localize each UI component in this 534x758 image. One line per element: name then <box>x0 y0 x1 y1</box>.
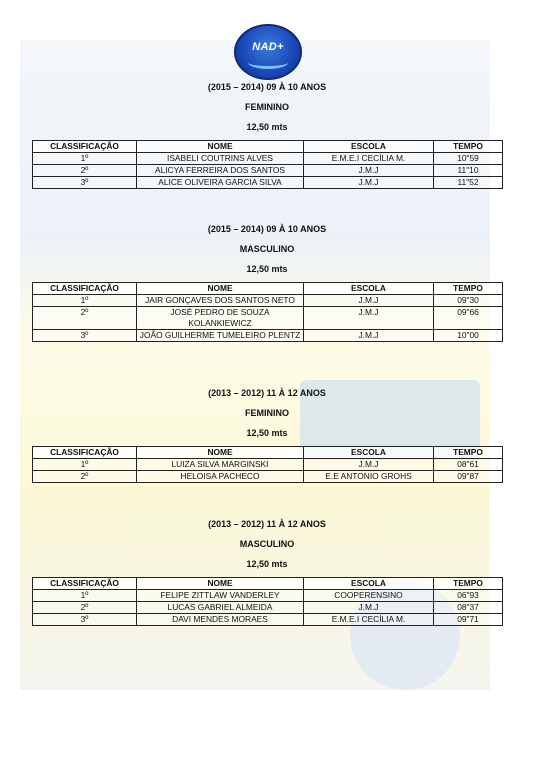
table-row <box>33 602 503 614</box>
cell-school: J.M.J <box>304 330 434 342</box>
cell-place: 1º <box>33 459 137 471</box>
cell-time: 09"87 <box>434 471 503 483</box>
table-row <box>33 330 503 342</box>
table-row <box>33 459 503 471</box>
gender-heading: FEMININO <box>245 408 289 418</box>
column-header-classification: CLASSIFICAÇÃO <box>33 283 137 295</box>
cell-time: 11"10 <box>434 165 503 177</box>
cell-name: JAIR GONÇAVES DOS SANTOS NETO <box>137 295 304 307</box>
cell-place: 1º <box>33 153 137 165</box>
cell-place: 1º <box>33 590 137 602</box>
column-header-name: NOME <box>137 447 304 459</box>
cell-name: ISABELI COUTRINS ALVES <box>137 153 304 165</box>
category-heading: (2013 – 2012) 11 À 12 ANOS <box>208 519 326 529</box>
cell-place: 1º <box>33 295 137 307</box>
results-table <box>32 282 503 342</box>
cell-place: 3º <box>33 614 137 626</box>
distance-heading: 12,50 mts <box>246 559 288 569</box>
gender-heading: FEMININO <box>245 102 289 112</box>
cell-time: 10"00 <box>434 330 503 342</box>
cell-place: 2º <box>33 602 137 614</box>
cell-name: LUCAS GABRIEL ALMEIDA <box>137 602 304 614</box>
column-header-time: TEMPO <box>434 578 503 590</box>
table-header-row <box>33 447 503 459</box>
category-heading: (2015 – 2014) 09 À 10 ANOS <box>207 224 327 234</box>
cell-school: J.M.J <box>304 177 434 189</box>
category-heading: (2013 – 2012) 11 À 12 ANOS <box>208 388 326 398</box>
cell-name: LUIZA SILVA MARGINSKI <box>137 459 304 471</box>
cell-school: J.M.J <box>304 307 434 330</box>
cell-school: J.M.J <box>304 295 434 307</box>
results-section <box>32 519 502 626</box>
results-section <box>32 224 502 342</box>
table-header-row <box>33 141 503 153</box>
category-heading: (2015 – 2014) 09 À 10 ANOS <box>207 82 327 92</box>
logo-text: NAD+ <box>252 41 284 53</box>
results-section <box>32 82 502 189</box>
cell-name: ALICYA FERREIRA DOS SANTOS <box>137 165 304 177</box>
cell-name: DAVI MENDES MORAES <box>137 614 304 626</box>
distance-heading: 12,50 mts <box>246 428 288 438</box>
column-header-name: NOME <box>137 283 304 295</box>
column-header-classification: CLASSIFICAÇÃO <box>33 447 137 459</box>
cell-time: 09"66 <box>434 307 503 330</box>
column-header-name: NOME <box>137 578 304 590</box>
cell-school: J.M.J <box>304 602 434 614</box>
wave-icon <box>248 56 288 69</box>
table-header-row <box>33 283 503 295</box>
cell-place: 3º <box>33 330 137 342</box>
cell-time: 11"52 <box>434 177 503 189</box>
nad-logo <box>234 24 302 80</box>
gender-heading: MASCULINO <box>239 539 295 549</box>
table-row <box>33 471 503 483</box>
column-header-school: ESCOLA <box>304 141 434 153</box>
column-header-name: NOME <box>137 141 304 153</box>
cell-time: 08"37 <box>434 602 503 614</box>
cell-school: J.M.J <box>304 459 434 471</box>
cell-place: 2º <box>33 471 137 483</box>
table-row <box>33 590 503 602</box>
distance-heading: 12,50 mts <box>246 264 288 274</box>
cell-name: ALICE OLIVEIRA GARCIA SILVA <box>137 177 304 189</box>
cell-place: 2º <box>33 307 137 330</box>
column-header-school: ESCOLA <box>304 283 434 295</box>
column-header-classification: CLASSIFICAÇÃO <box>33 578 137 590</box>
cell-school: J.M.J <box>304 165 434 177</box>
column-header-classification: CLASSIFICAÇÃO <box>33 141 137 153</box>
cell-school: E.E ANTONIO GROHS <box>304 471 434 483</box>
table-row <box>33 307 503 330</box>
cell-time: 09"71 <box>434 614 503 626</box>
table-row <box>33 177 503 189</box>
column-header-school: ESCOLA <box>304 578 434 590</box>
column-header-time: TEMPO <box>434 141 503 153</box>
cell-name: JOSÉ PEDRO DE SOUZA KOLANKIEWICZ <box>137 307 304 330</box>
cell-place: 2º <box>33 165 137 177</box>
cell-school: E.M.E.I CECÍLIA M. <box>304 153 434 165</box>
table-row <box>33 153 503 165</box>
cell-school: E.M.E.I CECÍLIA M. <box>304 614 434 626</box>
table-row <box>33 614 503 626</box>
cell-school: COOPERENSINO <box>304 590 434 602</box>
table-row <box>33 295 503 307</box>
cell-time: 08"61 <box>434 459 503 471</box>
cell-time: 06"93 <box>434 590 503 602</box>
cell-name: HELOISA PACHECO <box>137 471 304 483</box>
distance-heading: 12,50 mts <box>246 122 288 132</box>
cell-time: 10"59 <box>434 153 503 165</box>
column-header-school: ESCOLA <box>304 447 434 459</box>
results-table <box>32 446 503 483</box>
results-table <box>32 140 503 189</box>
column-header-time: TEMPO <box>434 447 503 459</box>
results-table <box>32 577 503 626</box>
results-section <box>32 388 502 483</box>
cell-time: 09"30 <box>434 295 503 307</box>
gender-heading: MASCULINO <box>239 244 295 254</box>
cell-name: JOÃO GUILHERME TUMELEIRO PLENTZ <box>137 330 304 342</box>
column-header-time: TEMPO <box>434 283 503 295</box>
cell-place: 3º <box>33 177 137 189</box>
cell-name: FELIPE ZITTLAW VANDERLEY <box>137 590 304 602</box>
table-header-row <box>33 578 503 590</box>
table-row <box>33 165 503 177</box>
